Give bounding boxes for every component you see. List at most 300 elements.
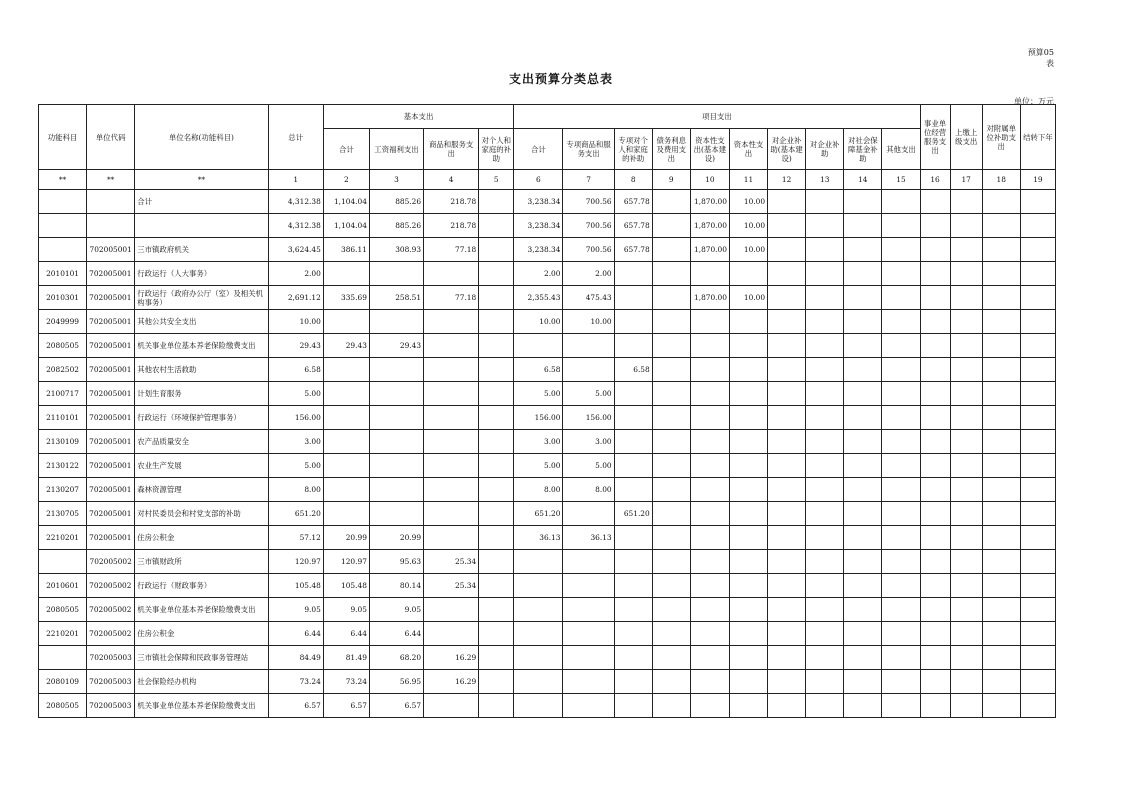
value-cell [982, 406, 1020, 430]
value-cell [882, 694, 920, 718]
value-cell [882, 574, 920, 598]
unit-code-cell: 702005001 [87, 406, 135, 430]
value-cell [424, 478, 479, 502]
value-cell [882, 598, 920, 622]
value-cell: 120.97 [323, 550, 369, 574]
unit-name-cell: 住房公积金 [135, 622, 268, 646]
value-cell [690, 334, 729, 358]
value-cell [950, 502, 982, 526]
value-cell [479, 526, 514, 550]
value-cell [614, 382, 652, 406]
value-cell [652, 574, 690, 598]
value-cell [652, 358, 690, 382]
unit-name-cell: 农业生产发展 [135, 454, 268, 478]
value-cell [563, 358, 614, 382]
value-cell [844, 526, 882, 550]
value-cell [768, 334, 806, 358]
value-cell [652, 238, 690, 262]
value-cell [844, 574, 882, 598]
value-cell [920, 382, 950, 406]
header-proj-capital-base: 资本性支出(基本建设) [690, 129, 729, 170]
value-cell [652, 694, 690, 718]
unit-name-cell: 其他公共安全支出 [135, 310, 268, 334]
unit-name-cell: 住房公积金 [135, 526, 268, 550]
value-cell [882, 238, 920, 262]
value-cell [479, 286, 514, 310]
value-cell [690, 406, 729, 430]
value-cell [768, 694, 806, 718]
value-cell: 1,104.04 [323, 190, 369, 214]
value-cell [920, 358, 950, 382]
header-proj-ent: 对企业补助 [806, 129, 844, 170]
unit-name-cell: 计划生育服务 [135, 382, 268, 406]
value-cell [323, 310, 369, 334]
header-proj-capital: 资本性支出 [729, 129, 767, 170]
value-cell [1020, 454, 1055, 478]
value-cell [479, 214, 514, 238]
value-cell [882, 358, 920, 382]
value-cell [652, 262, 690, 286]
value-cell [729, 574, 767, 598]
value-cell [514, 550, 563, 574]
account-code-cell: 2130109 [39, 430, 87, 454]
value-cell [806, 214, 844, 238]
value-cell [768, 622, 806, 646]
value-cell [424, 382, 479, 406]
value-cell [1020, 286, 1055, 310]
header-unit-code: 单位代码 [87, 105, 135, 170]
value-cell [882, 526, 920, 550]
unit-name-cell: 机关事业单位基本养老保险缴费支出 [135, 334, 268, 358]
table-row [39, 430, 1056, 454]
index-cell: 15 [882, 170, 920, 190]
value-cell [729, 478, 767, 502]
value-cell [323, 502, 369, 526]
value-cell [479, 670, 514, 694]
value-cell [806, 286, 844, 310]
unit-name-cell: 三市镇社会保障和民政事务管理站 [135, 646, 268, 670]
value-cell: 218.78 [424, 190, 479, 214]
value-cell [920, 310, 950, 334]
value-cell [806, 382, 844, 406]
value-cell [982, 598, 1020, 622]
value-cell: 10.00 [729, 286, 767, 310]
value-cell [844, 310, 882, 334]
value-cell [514, 670, 563, 694]
value-cell [844, 286, 882, 310]
value-cell: 700.56 [563, 190, 614, 214]
value-cell [920, 598, 950, 622]
value-cell: 68.20 [369, 646, 423, 670]
value-cell: 885.26 [369, 190, 423, 214]
page-code [1028, 47, 1054, 69]
value-cell [806, 502, 844, 526]
value-cell: 36.13 [563, 526, 614, 550]
value-cell [950, 454, 982, 478]
value-cell [982, 238, 1020, 262]
value-cell [614, 526, 652, 550]
value-cell [563, 334, 614, 358]
value-cell: 5.00 [563, 382, 614, 406]
value-cell [950, 190, 982, 214]
value-cell [690, 670, 729, 694]
header-total: 总计 [268, 105, 323, 170]
value-cell [1020, 526, 1055, 550]
value-cell [806, 694, 844, 718]
value-cell [369, 502, 423, 526]
value-cell [690, 550, 729, 574]
value-cell [690, 382, 729, 406]
value-cell [563, 502, 614, 526]
unit-code-cell: 702005003 [87, 646, 135, 670]
value-cell [323, 262, 369, 286]
value-cell [768, 574, 806, 598]
account-code-cell: 2100717 [39, 382, 87, 406]
value-cell [614, 574, 652, 598]
value-cell [882, 622, 920, 646]
table-row [39, 214, 1056, 238]
value-cell [652, 334, 690, 358]
header-unit-name: 单位名称(功能科目) [135, 105, 268, 170]
value-cell: 81.49 [323, 646, 369, 670]
value-cell: 8.00 [563, 478, 614, 502]
value-cell [424, 358, 479, 382]
table-row [39, 454, 1056, 478]
value-cell [652, 526, 690, 550]
header-carry: 结转下年 [1020, 105, 1055, 170]
value-cell [844, 262, 882, 286]
value-cell [614, 622, 652, 646]
value-cell [369, 406, 423, 430]
table-body [39, 190, 1056, 718]
value-cell [514, 694, 563, 718]
value-cell [768, 358, 806, 382]
value-cell [844, 454, 882, 478]
value-cell [920, 214, 950, 238]
value-cell [1020, 238, 1055, 262]
unit-code-cell: 702005002 [87, 550, 135, 574]
table-row [39, 646, 1056, 670]
value-cell [323, 454, 369, 478]
value-cell: 16.29 [424, 670, 479, 694]
value-cell: 29.43 [323, 334, 369, 358]
value-cell [652, 598, 690, 622]
value-cell [920, 694, 950, 718]
value-cell [844, 430, 882, 454]
value-cell [614, 430, 652, 454]
value-cell [479, 358, 514, 382]
header-basic-sum: 合计 [323, 129, 369, 170]
value-cell [844, 190, 882, 214]
value-cell [690, 502, 729, 526]
value-cell [323, 382, 369, 406]
index-cell: 10 [690, 170, 729, 190]
account-code-cell: 2080505 [39, 598, 87, 622]
value-cell [614, 454, 652, 478]
value-cell [982, 214, 1020, 238]
value-cell [652, 190, 690, 214]
value-cell [882, 190, 920, 214]
table-row [39, 310, 1056, 334]
value-cell [920, 454, 950, 478]
value-cell [369, 382, 423, 406]
value-cell [844, 550, 882, 574]
unit-code-cell: 702005002 [87, 622, 135, 646]
value-cell [424, 694, 479, 718]
unit-name-cell: 行政运行（环境保护管理事务） [135, 406, 268, 430]
value-cell [614, 598, 652, 622]
unit-name-cell [135, 214, 268, 238]
value-cell: 8.00 [268, 478, 323, 502]
value-cell [844, 694, 882, 718]
value-cell [920, 526, 950, 550]
value-cell [1020, 262, 1055, 286]
value-cell [882, 286, 920, 310]
value-cell: 156.00 [563, 406, 614, 430]
index-cell: 4 [424, 170, 479, 190]
unit-code-cell: 702005001 [87, 430, 135, 454]
value-cell [982, 190, 1020, 214]
index-cell: 19 [1020, 170, 1055, 190]
value-cell: 258.51 [369, 286, 423, 310]
index-cell: 17 [950, 170, 982, 190]
value-cell [982, 454, 1020, 478]
value-cell [920, 646, 950, 670]
value-cell: 657.78 [614, 214, 652, 238]
value-cell [844, 334, 882, 358]
unit-name-cell: 森林资源管理 [135, 478, 268, 502]
value-cell [690, 646, 729, 670]
value-cell: 657.78 [614, 238, 652, 262]
table-row [39, 382, 1056, 406]
unit-code-cell [87, 190, 135, 214]
value-cell [690, 430, 729, 454]
value-cell [950, 526, 982, 550]
index-cell: 12 [768, 170, 806, 190]
value-cell [982, 694, 1020, 718]
value-cell: 77.18 [424, 286, 479, 310]
value-cell [1020, 478, 1055, 502]
value-cell [950, 406, 982, 430]
value-cell [479, 190, 514, 214]
value-cell [950, 358, 982, 382]
value-cell [652, 646, 690, 670]
value-cell: 10.00 [729, 238, 767, 262]
value-cell: 4,312.38 [268, 190, 323, 214]
value-cell: 3.00 [268, 430, 323, 454]
value-cell [1020, 598, 1055, 622]
value-cell [479, 430, 514, 454]
value-cell: 6.58 [514, 358, 563, 382]
value-cell [652, 478, 690, 502]
value-cell [882, 382, 920, 406]
unit-code-cell: 702005001 [87, 310, 135, 334]
unit-code-cell: 702005001 [87, 286, 135, 310]
unit-code-cell: 702005001 [87, 238, 135, 262]
page-title: 支出预算分类总表 [508, 72, 613, 86]
value-cell [806, 406, 844, 430]
value-cell [652, 406, 690, 430]
value-cell [882, 214, 920, 238]
header-subject: 功能科目 [39, 105, 87, 170]
value-cell [950, 478, 982, 502]
value-cell [690, 262, 729, 286]
account-code-cell: 2080505 [39, 694, 87, 718]
value-cell [690, 526, 729, 550]
value-cell [729, 262, 767, 286]
account-code-cell [39, 238, 87, 262]
value-cell [806, 526, 844, 550]
index-cell: 18 [982, 170, 1020, 190]
header-proj-personal: 专项对个人和家庭的补助 [614, 129, 652, 170]
unit-name-cell: 机关事业单位基本养老保险缴费支出 [135, 598, 268, 622]
value-cell [768, 526, 806, 550]
value-cell [729, 670, 767, 694]
account-code-cell: 2080505 [39, 334, 87, 358]
value-cell [652, 670, 690, 694]
value-cell [479, 574, 514, 598]
unit-name-cell: 社会保险经办机构 [135, 670, 268, 694]
value-cell [563, 670, 614, 694]
value-cell [729, 694, 767, 718]
value-cell: 308.93 [369, 238, 423, 262]
value-cell [806, 454, 844, 478]
value-cell [982, 478, 1020, 502]
value-cell [920, 262, 950, 286]
account-code-cell [39, 214, 87, 238]
header-basic-wage: 工资福利支出 [369, 129, 423, 170]
value-cell [882, 454, 920, 478]
value-cell: 885.26 [369, 214, 423, 238]
value-cell [424, 334, 479, 358]
value-cell: 73.24 [323, 670, 369, 694]
value-cell [563, 598, 614, 622]
value-cell [844, 406, 882, 430]
value-cell: 5.00 [563, 454, 614, 478]
value-cell: 2,355.43 [514, 286, 563, 310]
index-cell: 8 [614, 170, 652, 190]
value-cell [768, 214, 806, 238]
value-cell [424, 502, 479, 526]
value-cell: 5.00 [268, 382, 323, 406]
unit-name-cell: 行政运行（财政事务） [135, 574, 268, 598]
value-cell [920, 502, 950, 526]
value-cell [882, 310, 920, 334]
value-cell: 16.29 [424, 646, 479, 670]
value-cell [844, 382, 882, 406]
value-cell: 10.00 [729, 214, 767, 238]
value-cell [690, 454, 729, 478]
unit-code-cell: 702005001 [87, 334, 135, 358]
value-cell [614, 286, 652, 310]
value-cell [614, 310, 652, 334]
value-cell [690, 478, 729, 502]
value-cell [920, 430, 950, 454]
value-cell [950, 214, 982, 238]
value-cell [479, 622, 514, 646]
value-cell [1020, 574, 1055, 598]
value-cell [690, 598, 729, 622]
unit-label: 单位：万元 [1014, 97, 1054, 106]
value-cell: 6.57 [323, 694, 369, 718]
value-cell [982, 310, 1020, 334]
header-biz-operating: 事业单位经营服务支出 [920, 105, 950, 170]
value-cell [1020, 670, 1055, 694]
value-cell [920, 190, 950, 214]
value-cell [882, 670, 920, 694]
value-cell: 20.99 [369, 526, 423, 550]
value-cell [479, 262, 514, 286]
index-cell: 6 [514, 170, 563, 190]
value-cell: 29.43 [369, 334, 423, 358]
unit-code-cell [87, 214, 135, 238]
value-cell [920, 406, 950, 430]
value-cell [729, 430, 767, 454]
value-cell [1020, 190, 1055, 214]
value-cell [563, 550, 614, 574]
value-cell [729, 622, 767, 646]
value-cell [369, 430, 423, 454]
value-cell [424, 622, 479, 646]
header-basic-goods: 商品和服务支出 [424, 129, 479, 170]
index-cell: 9 [652, 170, 690, 190]
unit-code-cell: 702005001 [87, 478, 135, 502]
index-cell: 13 [806, 170, 844, 190]
unit-code-cell: 702005001 [87, 526, 135, 550]
value-cell [950, 694, 982, 718]
value-cell [768, 406, 806, 430]
value-cell [920, 238, 950, 262]
value-cell: 120.97 [268, 550, 323, 574]
value-cell [514, 598, 563, 622]
index-cell: ** [135, 170, 268, 190]
value-cell [729, 646, 767, 670]
account-code-cell: 2010301 [39, 286, 87, 310]
value-cell [950, 334, 982, 358]
index-cell: 3 [369, 170, 423, 190]
value-cell [424, 430, 479, 454]
value-cell [424, 406, 479, 430]
value-cell: 3,238.34 [514, 238, 563, 262]
value-cell [982, 430, 1020, 454]
value-cell [652, 454, 690, 478]
value-cell: 651.20 [514, 502, 563, 526]
budget-table [38, 104, 1056, 718]
value-cell [768, 478, 806, 502]
value-cell [323, 358, 369, 382]
value-cell [479, 550, 514, 574]
table-row [39, 286, 1056, 310]
value-cell [844, 622, 882, 646]
table-row [39, 574, 1056, 598]
value-cell: 5.00 [514, 382, 563, 406]
header-proj-other: 其他支出 [882, 129, 920, 170]
value-cell [768, 190, 806, 214]
value-cell [563, 646, 614, 670]
value-cell: 3,624.45 [268, 238, 323, 262]
value-cell [323, 430, 369, 454]
value-cell [806, 622, 844, 646]
value-cell [514, 622, 563, 646]
unit-code-cell: 702005003 [87, 670, 135, 694]
value-cell [844, 646, 882, 670]
unit-code-cell: 702005002 [87, 574, 135, 598]
value-cell [950, 622, 982, 646]
value-cell: 6.57 [369, 694, 423, 718]
header-upper-pay: 上缴上级支出 [950, 105, 982, 170]
value-cell [768, 238, 806, 262]
value-cell [614, 334, 652, 358]
